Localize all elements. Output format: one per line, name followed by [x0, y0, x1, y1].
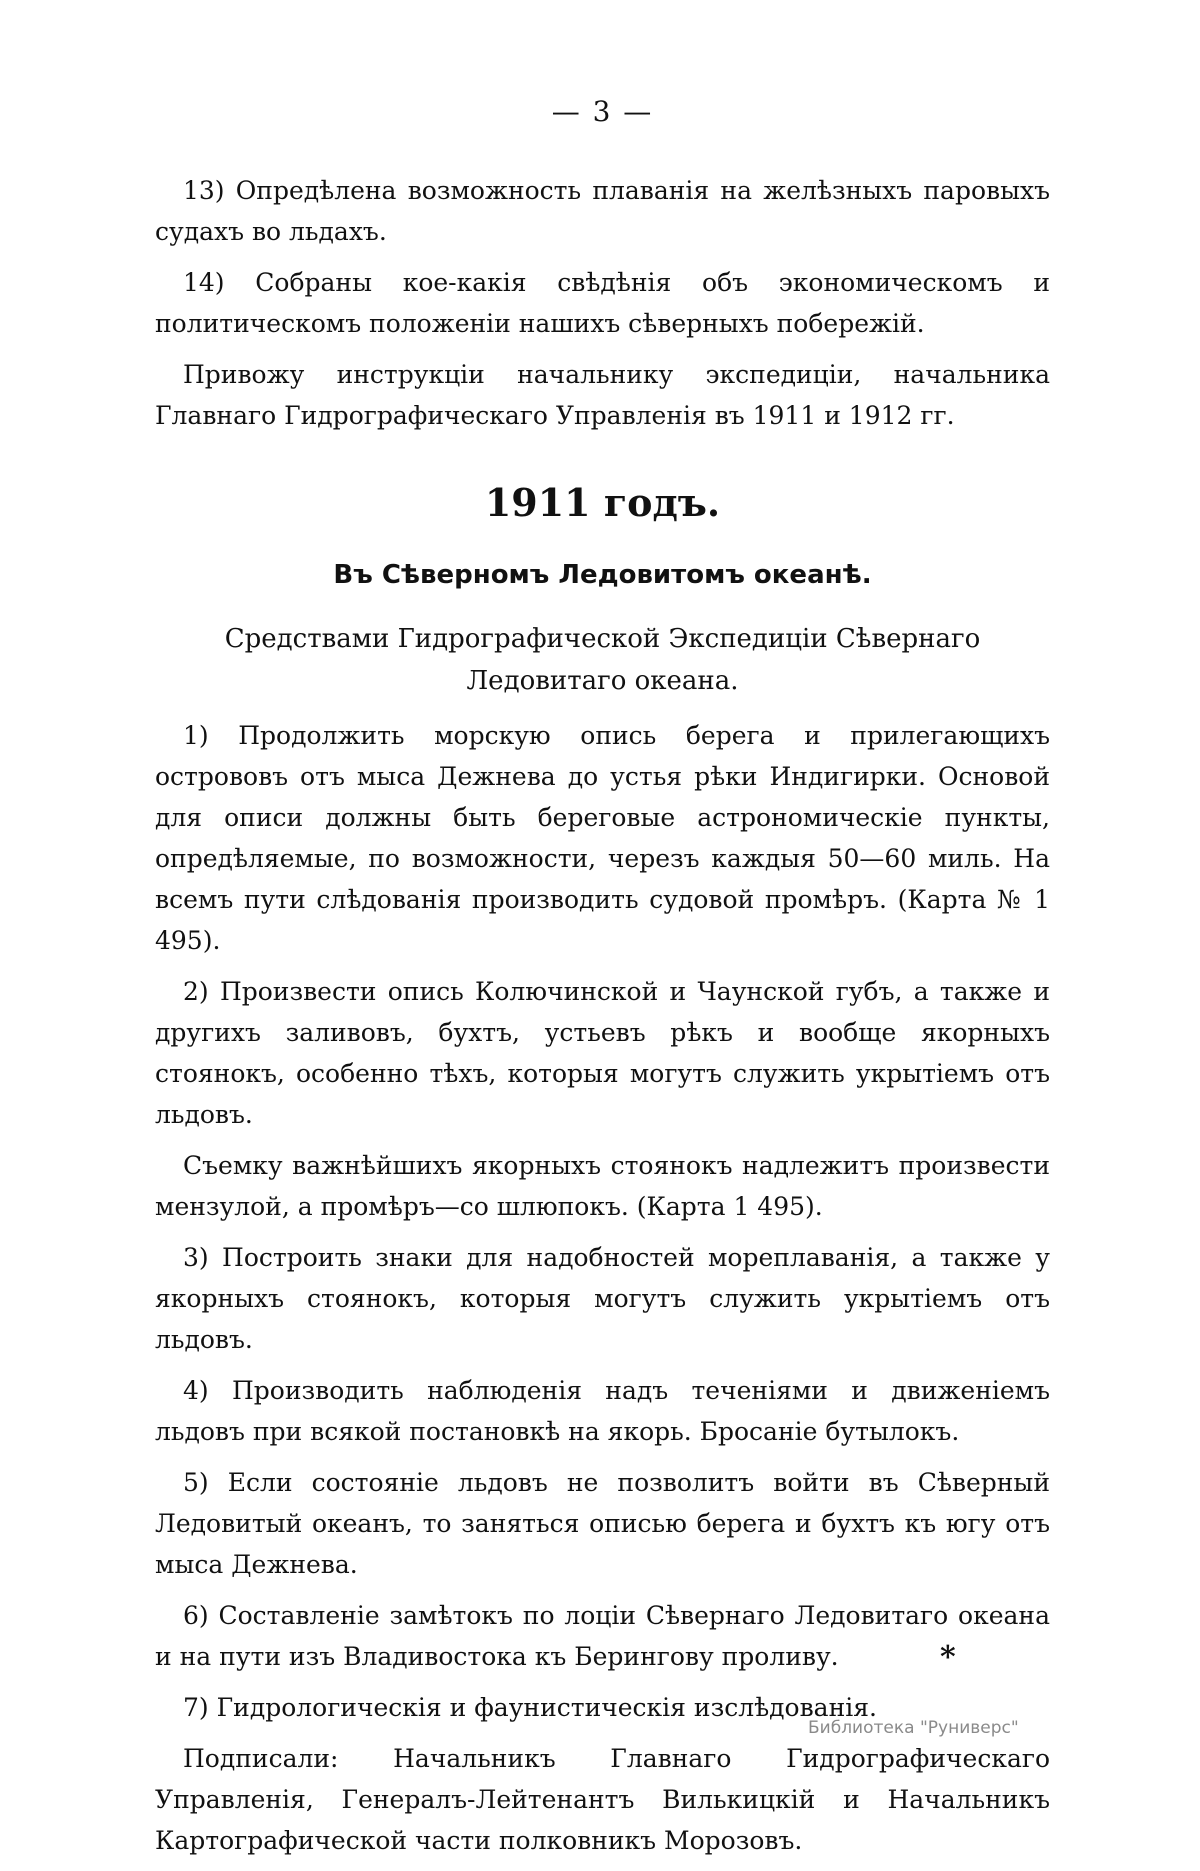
- instruction-item: 2) Произвести опись Колючинской и Чаунской губъ, а также и другихъ заливовъ, бухтъ, устьевъ рѣкъ и вообще якорныхъ стоянокъ, особенно тѣхъ, которыя могутъ служить укрытіемъ отъ льдовъ.: [155, 977, 1050, 1129]
- instruction-item: Съемку важнѣйшихъ якорныхъ стоянокъ надлежитъ произвести мензулой, а промѣръ—со шлюпокъ. (Карта 1 495).: [155, 1151, 1050, 1221]
- section-heading: Въ Сѣверномъ Ледовитомъ океанѣ.: [333, 560, 872, 590]
- instruction-item: 5) Если состояніе льдовъ не позволитъ войти въ Сѣверный Ледовитый океанъ, то заняться описью берега и бухтъ къ югу отъ мыса Дежнева.: [155, 1468, 1050, 1579]
- intro-paragraph: 13) Опредѣлена возможность плаванія на желѣзныхъ паровыхъ судахъ во льдахъ.: [155, 176, 1050, 246]
- year-heading: 1911 годъ.: [484, 480, 721, 525]
- intro-paragraph: 14) Собраны кое-какія свѣдѣнія объ экономическомъ и политическомъ положеніи нашихъ сѣверныхъ побережій.: [155, 268, 1050, 338]
- page-number: — 3 —: [551, 95, 654, 128]
- library-watermark: Библиотека "Руниверс": [808, 1718, 1019, 1738]
- subheading: Средствами Гидрографической Экспедиціи Сѣвернаго Ледовитаго океана.: [224, 624, 981, 696]
- signature-paragraph: Подписали: Начальникъ Главнаго Гидрографическаго Управленія, Генералъ-Лейтенантъ Вилькицкій и Начальникъ Картографической части полковникъ Морозовъ.: [155, 1744, 1050, 1855]
- instruction-item: 1) Продолжить морскую опись берега и прилегающихъ острововъ отъ мыса Дежнева до устья рѣки Индигирки. Основой для описи должны быть береговые астрономическіе пункты, опредѣляемые, по возможности, черезъ каждыя 50—60 миль. На всемъ пути слѣдованія производить судовой промѣръ. (Карта № 1 495).: [155, 721, 1050, 955]
- intro-section: [155, 170, 1050, 446]
- document-page: [155, 0, 1050, 1855]
- instructions-list: [155, 715, 1050, 1871]
- instruction-item: 6) Составленіе замѣтокъ по лоціи Сѣвернаго Ледовитаго океана и на пути изъ Владивостока къ Берингову проливу.: [155, 1601, 1050, 1671]
- instruction-item: 4) Производить наблюденія надъ теченіями и движеніемъ льдовъ при всякой постановкѣ на якорь. Бросаніе бутылокъ.: [155, 1376, 1050, 1446]
- instruction-item: 3) Построить знаки для надобностей мореплаванія, а также у якорныхъ стоянокъ, которыя могутъ служить укрытіемъ отъ льдовъ.: [155, 1243, 1050, 1354]
- intro-paragraph: Привожу инструкціи начальнику экспедиціи, начальника Главнаго Гидрографическаго Управленія въ 1911 и 1912 гг.: [155, 360, 1050, 430]
- asterisk-mark: *: [940, 1640, 956, 1675]
- instruction-item: 7) Гидрологическія и фаунистическія изслѣдованія.: [183, 1693, 877, 1722]
